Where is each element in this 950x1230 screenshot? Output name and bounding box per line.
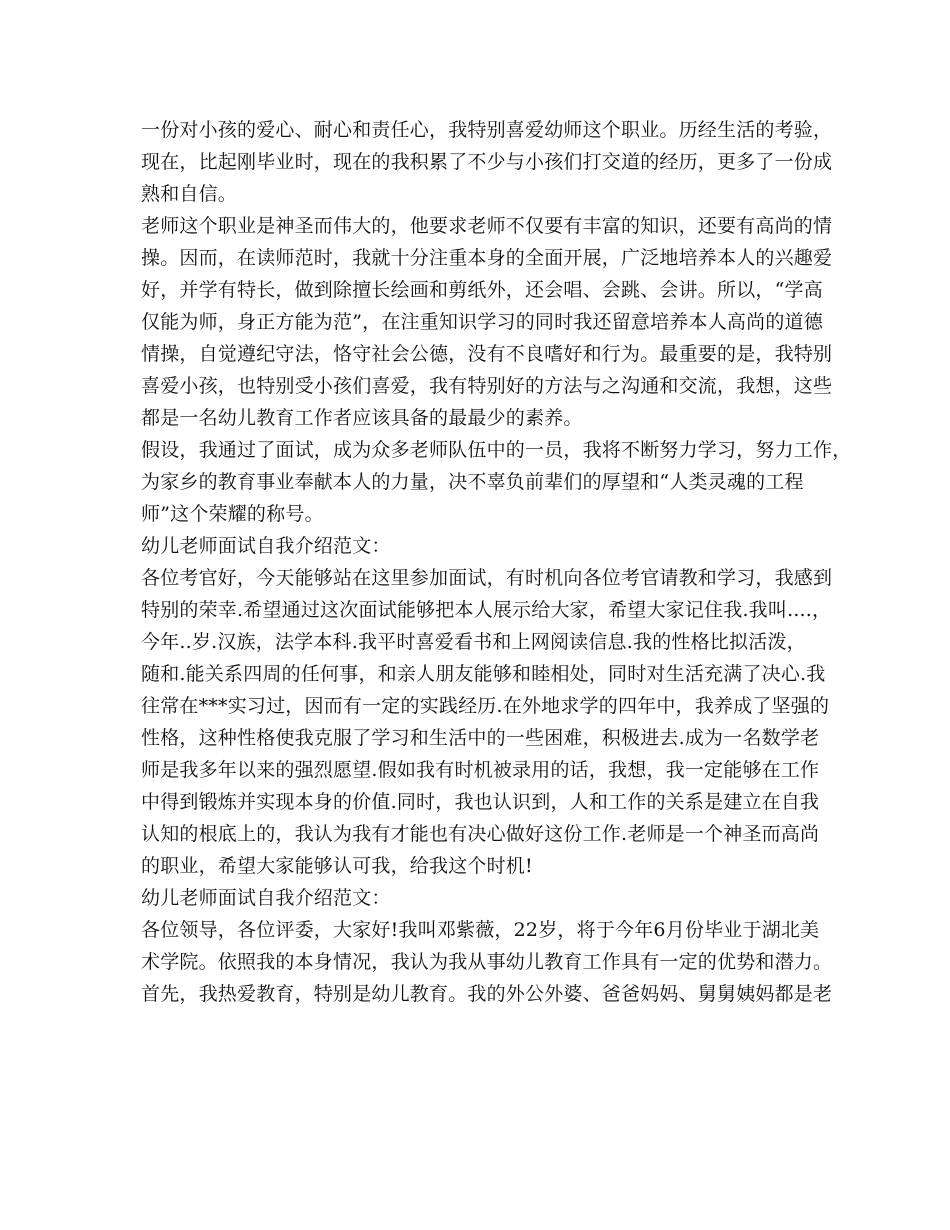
text-line: 特别的荣幸.希望通过这次面试能够把本人展示给大家，希望大家记住我.我叫....，	[141, 599, 832, 621]
text-line: 好，并学有特长，做到除擅长绘画和剪纸外，还会唱、会跳、会讲。所以，“学高	[141, 279, 823, 301]
text-line: 现在，比起刚毕业时，现在的我积累了不少与小孩们打交道的经历，更多了一份成	[141, 151, 833, 173]
text-line: 师是我多年以来的强烈愿望.假如我有时机被录用的话，我想，我一定能够在工作	[141, 759, 820, 781]
text-line: 认知的根底上的，我认为我有才能也有决心做好这份工作.老师是一个神圣而高尚	[141, 823, 820, 845]
text-line: 熟和自信。	[141, 183, 238, 205]
text-line: 都是一名幼儿教育工作者应该具备的最最少的素养。	[141, 407, 583, 429]
text-line: 师”这个荣耀的称号。	[141, 503, 324, 525]
text-line: 喜爱小孩，也特别受小孩们喜爱，我有特别好的方法与之沟通和交流，我想，这些	[141, 375, 833, 397]
text-line: 术学院。依照我的本身情况，我认为我从事幼儿教育工作具有一定的优势和潜力。	[141, 951, 833, 973]
text-line: 随和.能关系四周的任何事，和亲人朋友能够和睦相处，同时对生活充满了决心.我	[141, 663, 826, 685]
text-line: 往常在***实习过，因而有一定的实践经历.在外地求学的四年中，我养成了坚强的	[141, 695, 830, 717]
section-heading: 幼儿老师面试自我介绍范文：	[141, 535, 391, 557]
text-line: 老师这个职业是神圣而伟大的，他要求老师不仅要有丰富的知识，还要有高尚的情	[141, 215, 833, 237]
text-line: 中得到锻炼并实现本身的价值.同时，我也认识到，人和工作的关系是建立在自我	[141, 791, 820, 813]
text-line: 仅能为师，身正方能为范”，在注重知识学习的同时我还留意培养本人高尚的道德	[141, 311, 823, 333]
text-line: 各位考官好，今天能够站在这里参加面试，有时机向各位考官请教和学习，我感到	[141, 567, 833, 589]
section-heading: 幼儿老师面试自我介绍范文：	[141, 887, 391, 909]
text-line: 一份对小孩的爱心、耐心和责任心，我特别喜爱幼师这个职业。历经生活的考验，	[141, 119, 833, 141]
document-body	[141, 114, 852, 1010]
text-line: 的职业，希望大家能够认可我，给我这个时机!	[141, 855, 533, 877]
text-line: 首先，我热爱教育，特别是幼儿教育。我的外公外婆、爸爸妈妈、舅舅姨妈都是老	[141, 983, 833, 1005]
text-line: 性格，这种性格使我克服了学习和生活中的一些困难，积极进去.成为一名数学老	[141, 727, 820, 749]
text-line: 各位领导，各位评委，大家好!我叫邓紫薇，22岁，将于今年6月份毕业于湖北美	[141, 919, 820, 941]
text-line: 为家乡的教育事业奉献本人的力量，决不辜负前辈们的厚望和“人类灵魂的工程	[141, 471, 804, 493]
text-line: 今年..岁.汉族，法学本科.我平时喜爱看书和上网阅读信息.我的性格比拟活泼，	[141, 631, 806, 653]
text-line: 假设，我通过了面试，成为众多老师队伍中的一员，我将不断努力学习，努力工作，	[141, 439, 852, 461]
text-line: 操。因而，在读师范时，我就十分注重本身的全面开展，广泛地培养本人的兴趣爱	[141, 247, 833, 269]
text-line: 情操，自觉遵纪守法，恪守社会公德，没有不良嗜好和行为。最重要的是，我特别	[141, 343, 833, 365]
